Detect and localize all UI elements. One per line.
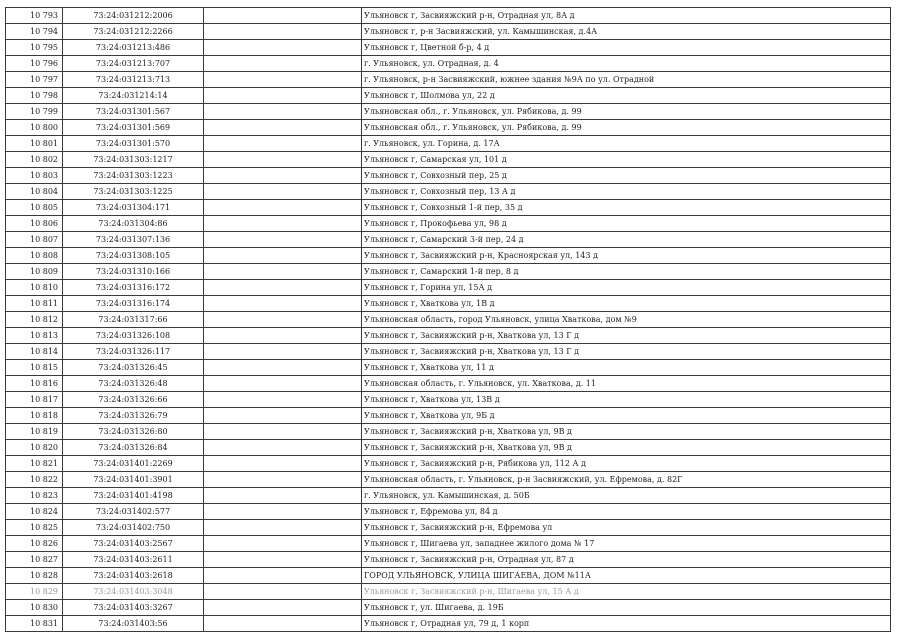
empty-cell (204, 520, 362, 536)
empty-cell (204, 504, 362, 520)
empty-cell (204, 392, 362, 408)
table-row (6, 536, 891, 552)
address-cell: г. Ульяновск, ул. Отрадная, д. 4 (362, 56, 891, 72)
cadastral-number-cell: 73:24:031403:2618 (63, 568, 204, 584)
address-cell: г. Ульяновск, ул. Горина, д. 17А (362, 136, 891, 152)
cadastral-number-cell: 73:24:031213:486 (63, 40, 204, 56)
cadastral-number-cell: 73:24:031317:66 (63, 312, 204, 328)
table-row (6, 600, 891, 616)
row-number-cell: 10 819 (6, 424, 63, 440)
address-cell: Ульяновск г, Самарский 1-й пер, 8 д (362, 264, 891, 280)
row-number-cell: 10 813 (6, 328, 63, 344)
address-cell: Ульяновск г, Цветной б-р, 4 д (362, 40, 891, 56)
row-number-cell: 10 831 (6, 616, 63, 632)
row-number-cell: 10 797 (6, 72, 63, 88)
empty-cell (204, 136, 362, 152)
row-number-cell: 10 820 (6, 440, 63, 456)
table-row (6, 312, 891, 328)
table-row (6, 456, 891, 472)
table-row (6, 408, 891, 424)
row-number-cell: 10 817 (6, 392, 63, 408)
address-cell: Ульяновск г, Засвияжский р-н, Хваткова ул, 9В д (362, 424, 891, 440)
empty-cell (204, 344, 362, 360)
address-cell: Ульяновск г, Засвияжский р-н, Ефремова ул (362, 520, 891, 536)
table-row (6, 8, 891, 24)
cadastral-number-cell: 73:24:031308:105 (63, 248, 204, 264)
cadastral-number-cell: 73:24:031316:174 (63, 296, 204, 312)
table-row (6, 360, 891, 376)
table-row (6, 264, 891, 280)
table-row (6, 376, 891, 392)
address-cell: Ульяновск г, ул. Шигаева, д. 19Б (362, 600, 891, 616)
address-cell: г. Ульяновск, р-н Засвияжский, южнее здания №9А по ул. Отрадной (362, 72, 891, 88)
empty-cell (204, 280, 362, 296)
row-number-cell: 10 794 (6, 24, 63, 40)
table-row (6, 424, 891, 440)
cadastral-number-cell: 73:24:031403:2567 (63, 536, 204, 552)
row-number-cell: 10 827 (6, 552, 63, 568)
cadastral-number-cell: 73:24:031213:713 (63, 72, 204, 88)
row-number-cell: 10 830 (6, 600, 63, 616)
row-number-cell: 10 801 (6, 136, 63, 152)
empty-cell (204, 8, 362, 24)
empty-cell (204, 232, 362, 248)
registry-table-body (6, 8, 891, 632)
empty-cell (204, 200, 362, 216)
empty-cell (204, 184, 362, 200)
cadastral-number-cell: 73:24:031301:569 (63, 120, 204, 136)
cadastral-number-cell: 73:24:031326:108 (63, 328, 204, 344)
empty-cell (204, 296, 362, 312)
table-row (6, 488, 891, 504)
table-row (6, 184, 891, 200)
empty-cell (204, 408, 362, 424)
empty-cell (204, 216, 362, 232)
row-number-cell: 10 805 (6, 200, 63, 216)
address-cell: Ульяновская область, город Ульяновск, улица Хваткова, дом №9 (362, 312, 891, 328)
empty-cell (204, 616, 362, 632)
address-cell: Ульяновск г, Прокофьева ул, 98 д (362, 216, 891, 232)
address-cell: ГОРОД УЛЬЯНОВСК, УЛИЦА ШИГАЕВА, ДОМ №11А (362, 568, 891, 584)
row-number-cell: 10 824 (6, 504, 63, 520)
table-row (6, 120, 891, 136)
row-number-cell: 10 816 (6, 376, 63, 392)
row-number-cell: 10 812 (6, 312, 63, 328)
cadastral-number-cell: 73:24:031403:3048 (63, 584, 204, 600)
table-row (6, 504, 891, 520)
row-number-cell: 10 807 (6, 232, 63, 248)
address-cell: Ульяновск г, Хваткова ул, 11 д (362, 360, 891, 376)
empty-cell (204, 568, 362, 584)
address-cell: Ульяновская область, г. Ульяновск, ул. Хваткова, д. 11 (362, 376, 891, 392)
row-number-cell: 10 804 (6, 184, 63, 200)
table-row (6, 168, 891, 184)
address-cell: Ульяновск г, Совхозный 1-й пер, 35 д (362, 200, 891, 216)
row-number-cell: 10 793 (6, 8, 63, 24)
row-number-cell: 10 829 (6, 584, 63, 600)
row-number-cell: 10 823 (6, 488, 63, 504)
table-row (6, 200, 891, 216)
empty-cell (204, 40, 362, 56)
address-cell: Ульяновск г, Хваткова ул, 13В д (362, 392, 891, 408)
cadastral-number-cell: 73:24:031214:14 (63, 88, 204, 104)
cadastral-number-cell: 73:24:031326:80 (63, 424, 204, 440)
row-number-cell: 10 808 (6, 248, 63, 264)
cadastral-number-cell: 73:24:031326:48 (63, 376, 204, 392)
empty-cell (204, 264, 362, 280)
empty-cell (204, 120, 362, 136)
cadastral-number-cell: 73:24:031212:2006 (63, 8, 204, 24)
cadastral-number-cell: 73:24:031303:1223 (63, 168, 204, 184)
cadastral-number-cell: 73:24:031304:171 (63, 200, 204, 216)
address-cell: Ульяновская область, г. Ульяновск, р-н Засвияжский, ул. Ефремова, д. 82Г (362, 472, 891, 488)
empty-cell (204, 456, 362, 472)
address-cell: Ульяновск г, Засвияжский р-н, Рябикова ул, 112 А д (362, 456, 891, 472)
address-cell: Ульяновск г, Горина ул, 15А д (362, 280, 891, 296)
registry-sheet (5, 7, 891, 632)
row-number-cell: 10 802 (6, 152, 63, 168)
address-cell: Ульяновск г, Совхозный пер, 25 д (362, 168, 891, 184)
row-number-cell: 10 815 (6, 360, 63, 376)
cadastral-number-cell: 73:24:031326:117 (63, 344, 204, 360)
empty-cell (204, 152, 362, 168)
row-number-cell: 10 811 (6, 296, 63, 312)
table-row (6, 552, 891, 568)
table-row (6, 568, 891, 584)
table-row (6, 88, 891, 104)
table-row (6, 616, 891, 632)
empty-cell (204, 56, 362, 72)
empty-cell (204, 376, 362, 392)
cadastral-number-cell: 73:24:031403:56 (63, 616, 204, 632)
empty-cell (204, 72, 362, 88)
empty-cell (204, 536, 362, 552)
table-row (6, 40, 891, 56)
cadastral-number-cell: 73:24:031326:66 (63, 392, 204, 408)
table-row (6, 24, 891, 40)
cadastral-number-cell: 73:24:031401:4198 (63, 488, 204, 504)
empty-cell (204, 168, 362, 184)
cadastral-number-cell: 73:24:031301:567 (63, 104, 204, 120)
row-number-cell: 10 798 (6, 88, 63, 104)
address-cell: Ульяновск г, Шигаева ул, западнее жилого дома № 17 (362, 536, 891, 552)
table-row (6, 216, 891, 232)
table-row (6, 56, 891, 72)
cadastral-number-cell: 73:24:031310:166 (63, 264, 204, 280)
row-number-cell: 10 828 (6, 568, 63, 584)
address-cell: Ульяновск г, Самарская ул, 101 д (362, 152, 891, 168)
cadastral-number-cell: 73:24:031401:2269 (63, 456, 204, 472)
table-row (6, 136, 891, 152)
empty-cell (204, 248, 362, 264)
row-number-cell: 10 810 (6, 280, 63, 296)
table-row (6, 72, 891, 88)
table-row (6, 392, 891, 408)
cadastral-number-cell: 73:24:031303:1225 (63, 184, 204, 200)
address-cell: Ульяновск г, Засвияжский р-н, Хваткова ул, 13 Г д (362, 344, 891, 360)
cadastral-number-cell: 73:24:031303:1217 (63, 152, 204, 168)
row-number-cell: 10 795 (6, 40, 63, 56)
row-number-cell: 10 822 (6, 472, 63, 488)
row-number-cell: 10 796 (6, 56, 63, 72)
table-row (6, 440, 891, 456)
empty-cell (204, 424, 362, 440)
cadastral-number-cell: 73:24:031213:707 (63, 56, 204, 72)
table-row (6, 280, 891, 296)
address-cell: Ульяновск г, Засвияжский р-н, Хваткова ул, 9В д (362, 440, 891, 456)
cadastral-number-cell: 73:24:031403:3267 (63, 600, 204, 616)
row-number-cell: 10 825 (6, 520, 63, 536)
table-row (6, 232, 891, 248)
empty-cell (204, 360, 362, 376)
row-number-cell: 10 806 (6, 216, 63, 232)
table-row (6, 104, 891, 120)
address-cell: г. Ульяновск, ул. Камышинская, д. 50Б (362, 488, 891, 504)
empty-cell (204, 472, 362, 488)
address-cell: Ульяновская обл., г. Ульяновск, ул. Рябикова, д. 99 (362, 104, 891, 120)
row-number-cell: 10 799 (6, 104, 63, 120)
address-cell: Ульяновск г, Хваткова ул, 9Б д (362, 408, 891, 424)
row-number-cell: 10 818 (6, 408, 63, 424)
cadastral-number-cell: 73:24:031212:2266 (63, 24, 204, 40)
cadastral-number-cell: 73:24:031301:570 (63, 136, 204, 152)
address-cell: Ульяновск г, р-н Засвияжский, ул. Камышинская, д.4А (362, 24, 891, 40)
empty-cell (204, 312, 362, 328)
cadastral-number-cell: 73:24:031402:750 (63, 520, 204, 536)
address-cell: Ульяновск г, Самарский 3-й пер, 24 д (362, 232, 891, 248)
cadastral-number-cell: 73:24:031401:3901 (63, 472, 204, 488)
cadastral-number-cell: 73:24:031326:45 (63, 360, 204, 376)
address-cell: Ульяновск г, Отрадная ул, 79 д, 1 корп (362, 616, 891, 632)
cadastral-number-cell: 73:24:031304:86 (63, 216, 204, 232)
row-number-cell: 10 821 (6, 456, 63, 472)
row-number-cell: 10 800 (6, 120, 63, 136)
row-number-cell: 10 803 (6, 168, 63, 184)
cadastral-number-cell: 73:24:031403:2611 (63, 552, 204, 568)
address-cell: Ульяновск г, Засвияжский р-н, Отрадная ул, 8А д (362, 8, 891, 24)
cadastral-number-cell: 73:24:031326:84 (63, 440, 204, 456)
row-number-cell: 10 814 (6, 344, 63, 360)
empty-cell (204, 328, 362, 344)
table-row (6, 248, 891, 264)
address-cell: Ульяновск г, Шолмова ул, 22 д (362, 88, 891, 104)
empty-cell (204, 584, 362, 600)
table-row (6, 296, 891, 312)
cadastral-number-cell: 73:24:031402:577 (63, 504, 204, 520)
table-row (6, 344, 891, 360)
table-row (6, 584, 891, 600)
address-cell: Ульяновск г, Хваткова ул, 1В д (362, 296, 891, 312)
empty-cell (204, 88, 362, 104)
cadastral-number-cell: 73:24:031316:172 (63, 280, 204, 296)
cadastral-number-cell: 73:24:031307:136 (63, 232, 204, 248)
table-row (6, 328, 891, 344)
address-cell: Ульяновск г, Засвияжский р-н, Шигаева ул, 15 А д (362, 584, 891, 600)
table-row (6, 152, 891, 168)
address-cell: Ульяновск г, Засвияжский р-н, Отрадная ул, 87 д (362, 552, 891, 568)
address-cell: Ульяновск г, Ефремова ул, 84 д (362, 504, 891, 520)
empty-cell (204, 552, 362, 568)
empty-cell (204, 488, 362, 504)
cadastral-number-cell: 73:24:031326:79 (63, 408, 204, 424)
property-registry-table (5, 7, 891, 632)
empty-cell (204, 440, 362, 456)
row-number-cell: 10 826 (6, 536, 63, 552)
table-row (6, 472, 891, 488)
empty-cell (204, 600, 362, 616)
address-cell: Ульяновск г, Засвияжский р-н, Красноярская ул, 143 д (362, 248, 891, 264)
empty-cell (204, 104, 362, 120)
table-row (6, 520, 891, 536)
address-cell: Ульяновск г, Засвияжский р-н, Хваткова ул, 13 Г д (362, 328, 891, 344)
row-number-cell: 10 809 (6, 264, 63, 280)
address-cell: Ульяновск г, Совхозный пер, 13 А д (362, 184, 891, 200)
address-cell: Ульяновская обл., г. Ульяновск, ул. Рябикова, д. 99 (362, 120, 891, 136)
empty-cell (204, 24, 362, 40)
